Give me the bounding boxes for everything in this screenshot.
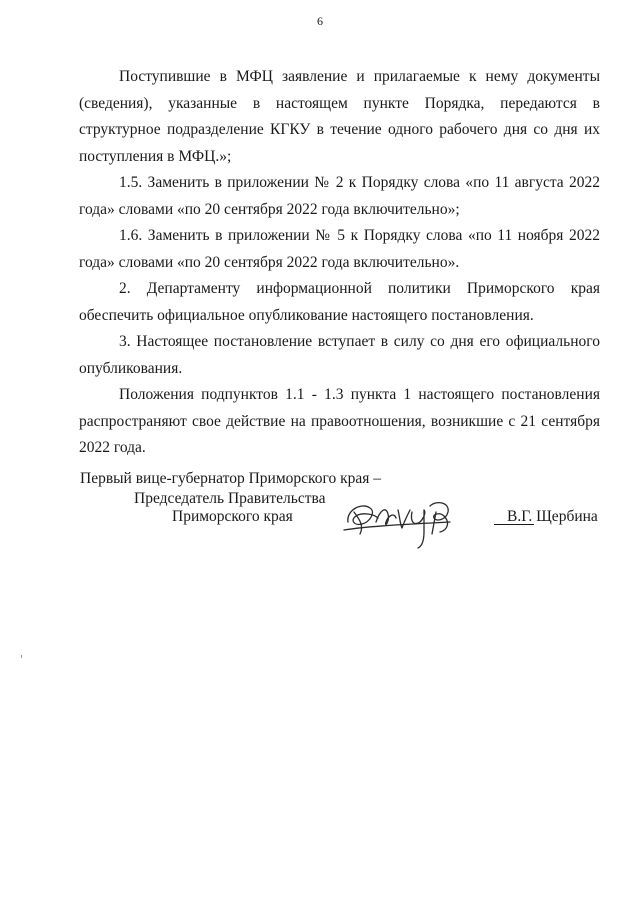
paragraph-mfc-documents: Поступившие в МФЦ заявление и прилагаемые к нему документы (сведения), указанные в настоящем пункте Порядка, передаются в структурное подразделение КГКУ в течение одного рабочего дня со дня их поступления в МФЦ.»; bbox=[79, 68, 600, 165]
margin-mark bbox=[21, 655, 22, 658]
signer-name: В.Г. Щербина bbox=[507, 508, 598, 525]
signer-title-line-2: Председатель Правительства bbox=[134, 490, 326, 507]
paragraph-item-2: 2. Департаменту информационной политики Приморского края обеспечить официальное опубликование настоящего постановления. bbox=[79, 280, 600, 324]
handwritten-signature bbox=[340, 492, 480, 552]
paragraph-retroactive-provisions: Положения подпунктов 1.1 - 1.3 пункта 1 настоящего постановления распространяют свое действие на правоотношения, возникшие с 21 сентября 2022 года. bbox=[79, 386, 600, 456]
paragraph-item-3: 3. Настоящее постановление вступает в силу со дня его официального опубликования. bbox=[79, 333, 600, 377]
signer-title-line-3: Приморского края bbox=[172, 508, 293, 525]
paragraph-item-1-5: 1.5. Заменить в приложении № 2 к Порядку слова «по 11 августа 2022 года» словами «по 20 сентября 2022 года включительно»; bbox=[79, 174, 600, 218]
signer-title-line-1: Первый вице-губернатор Приморского края – bbox=[80, 470, 382, 487]
document-body bbox=[79, 64, 600, 462]
page-number: 6 bbox=[317, 14, 323, 28]
paragraph-item-1-6: 1.6. Заменить в приложении № 5 к Порядку слова «по 11 ноября 2022 года» словами «по 20 сентября 2022 года включительно». bbox=[79, 227, 600, 271]
